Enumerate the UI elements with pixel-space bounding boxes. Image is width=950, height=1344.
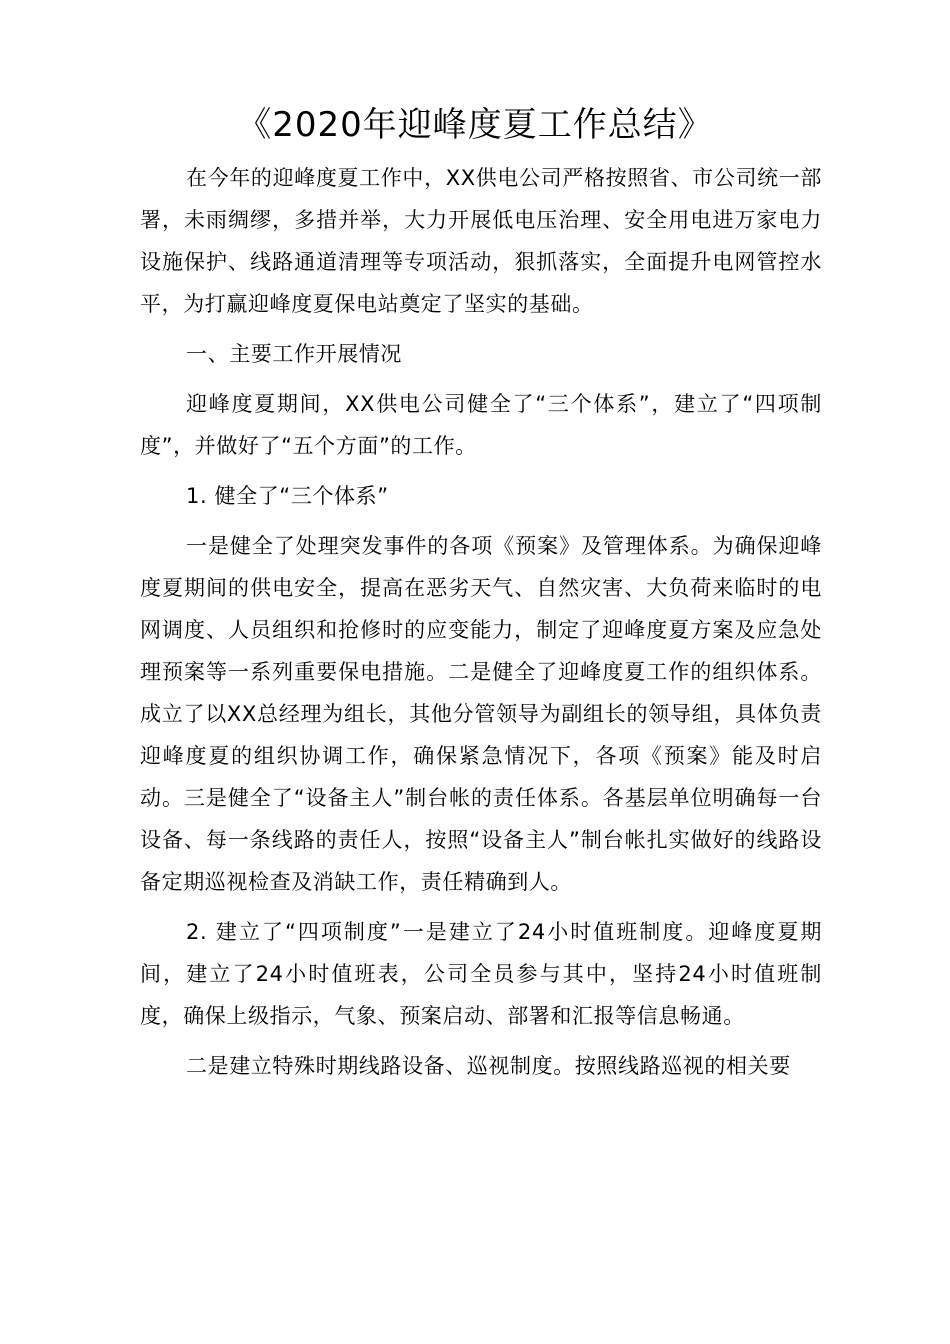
- subsection-heading: 1. 健全了“三个体系”: [186, 484, 389, 508]
- inspection-paragraph: 二是建立特殊时期线路设备、巡视制度。按照线路巡视的相关要: [186, 1054, 791, 1078]
- document-body: [140, 157, 822, 1087]
- paragraph-gap: [140, 517, 822, 525]
- summary-paragraph: 迎峰度夏期间，XX供电公司健全了“三个体系”，建立了“四项制度”，并做好了“五个方面”的工作。: [140, 392, 822, 458]
- systems-paragraph: 一是健全了处理突发事件的各项《预案》及管理体系。为确保迎峰度夏期间的供电安全，提高在恶劣天气、自然灾害、大负荷来临时的电网调度、人员组织和抢修时的应变能力，制定了迎峰度夏方案及应急处理预案等一系列重要保电措施。二是健全了迎峰度夏工作的组织体系。成立了以XX总经理为组长，其他分管领导为副组长的领导组，具体负责迎峰度夏的组织协调工作，确保紧急情况下，各项《预案》能及时启动。三是健全了“设备主人”制台帐的责任体系。各基层单位明确每一台设备、每一条线路的责任人，按照“设备主人”制台帐扎实做好的线路设备定期巡视检查及消缺工作，责任精确到人。: [140, 534, 822, 894]
- paragraph-gap: [140, 903, 822, 911]
- paragraph-gap: [140, 375, 822, 383]
- section-heading: 一、主要工作开展情况: [186, 342, 402, 366]
- rules-paragraph: 2. 建立了“四项制度”一是建立了24小时值班制度。迎峰度夏期间，建立了24小时值班表，公司全员参与其中，坚持24小时值班制度，确保上级指示，气象、预案启动、部署和汇报等信息畅通。: [140, 920, 822, 1028]
- intro-paragraph: 在今年的迎峰度夏工作中，XX供电公司严格按照省、市公司统一部署，未雨绸缪，多措并举，大力开展低电压治理、安全用电进万家电力设施保护、线路通道清理等专项活动，狠抓落实，全面提升电网管控水平，为打赢迎峰度夏保电站奠定了坚实的基础。: [140, 166, 822, 316]
- paragraph-gap: [140, 467, 822, 475]
- paragraph-gap: [140, 325, 822, 333]
- paragraph-gap: [140, 1037, 822, 1045]
- document-title: 《2020年迎峰度夏工作总结》: [237, 105, 713, 145]
